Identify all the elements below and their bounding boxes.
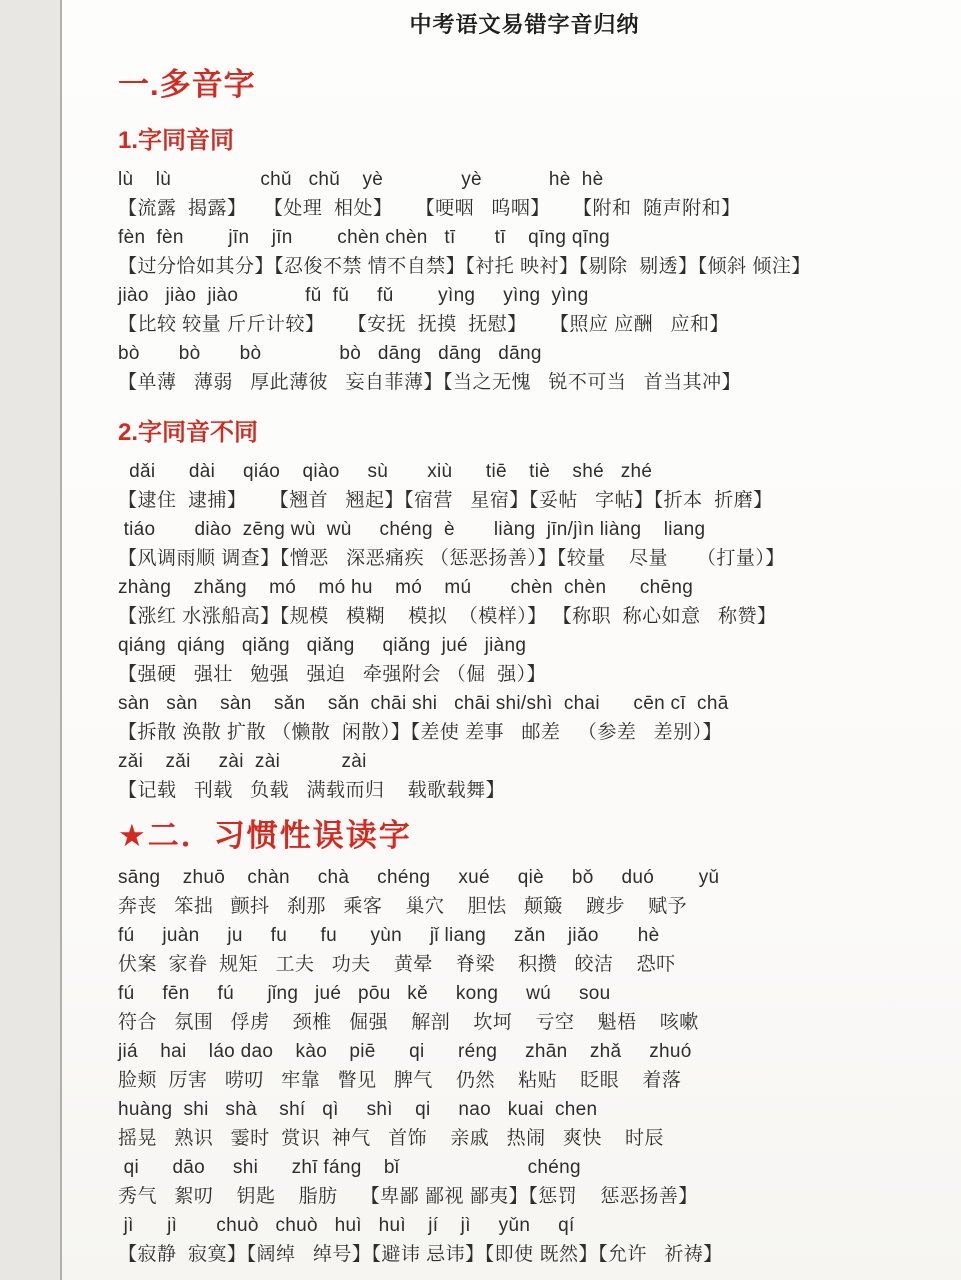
section-1-heading: 一.多音字 xyxy=(118,67,256,102)
hanzi-line: 摇晃 熟识 霎时 赏识 神气 首饰 亲戚 热闹 爽快 时辰 xyxy=(118,1128,665,1149)
subsection-1-heading: 1.字同音同 xyxy=(118,127,235,154)
hanzi-line: 【涨红 水涨船高】【规模 模糊 模拟 （模样）】 【称职 称心如意 称赞】 xyxy=(118,606,777,627)
hanzi-line: 奔丧 笨拙 颤抖 刹那 乘客 巢穴 胆怯 颠簸 踱步 赋予 xyxy=(118,896,688,917)
pinyin-line: zǎi zǎi zài zài zài xyxy=(118,751,367,772)
hanzi-line: 脸颊 厉害 唠叨 牢靠 瞥见 脾气 仍然 粘贴 眨眼 着落 xyxy=(118,1070,682,1091)
pinyin-line: fú fēn fú jǐng jué pōu kě kong wú sou xyxy=(118,983,611,1004)
hanzi-line: 符合 氛围 俘虏 颈椎 倔强 解剖 坎坷 亏空 魁梧 咳嗽 xyxy=(118,1012,699,1033)
hanzi-line: 【单薄 薄弱 厚此薄彼 妄自菲薄】【当之无愧 锐不可当 首当其冲】 xyxy=(118,372,742,393)
block-same-char-diff-sound xyxy=(118,457,931,805)
pinyin-line: jiào jiào jiào fǔ fǔ fǔ yìng yìng yìng xyxy=(118,285,589,306)
pinyin-line: sàn sàn sàn sǎn sǎn chāi shi chāi shi/shì chai cēn cī chā xyxy=(118,693,729,714)
pinyin-line: jiá hai láo dao kào piē qi réng zhān zhǎ zhuó xyxy=(118,1041,692,1062)
pinyin-line: huàng shi shà shí qì shì qi nao kuai chen xyxy=(118,1099,598,1120)
hanzi-line: 【流露 揭露】 【处理 相处】 【哽咽 呜咽】 【附和 随声附和】 xyxy=(118,198,741,219)
hanzi-line: 秀气 絮叨 钥匙 脂肪 【卑鄙 鄙视 鄙夷】【惩罚 惩恶扬善】 xyxy=(118,1186,698,1207)
pinyin-line: qiáng qiáng qiǎng qiǎng qiǎng jué jiàng xyxy=(118,635,527,656)
pinyin-line: lù lù chǔ chǔ yè yè hè hè xyxy=(118,169,604,190)
hanzi-line: 【寂静 寂寞】【阔绰 绰号】【避讳 忌讳】【即使 既然】【允许 祈祷】 xyxy=(118,1244,723,1265)
hanzi-line: 【比较 较量 斤斤计较】 【安抚 抚摸 抚慰】 【照应 应酬 应和】 xyxy=(118,314,730,335)
hanzi-line: 【过分恰如其分】【忍俊不禁 情不自禁】【衬托 映衬】【剔除 剔透】【倾斜 倾注】 xyxy=(118,256,811,277)
pinyin-line: qi dāo shi zhī fáng bǐ chéng xyxy=(118,1157,581,1178)
hanzi-line: 【拆散 涣散 扩散 （懒散 闲散）】【差使 差事 邮差 （参差 差别）】 xyxy=(118,722,723,743)
pinyin-line: bò bò bò bò dāng dāng dāng xyxy=(118,343,542,364)
hanzi-line: 【强硬 强壮 勉强 强迫 牵强附会 （倔 强）】 xyxy=(118,664,547,685)
subsection-2-heading: 2.字同音不同 xyxy=(118,419,259,446)
hanzi-line: 【风调雨顺 调查】【憎恶 深恶痛疾 （惩恶扬善）】【较量 尽量 （打量）】 xyxy=(118,548,785,569)
document-content xyxy=(62,0,961,1280)
block-same-char-same-sound xyxy=(118,165,931,397)
pinyin-line: jì jì chuò chuò huì huì jí jì yǔn qí xyxy=(118,1215,575,1236)
pinyin-line: fú juàn ju fu fu yùn jǐ liang zǎn jiǎo hè xyxy=(118,925,660,946)
pinyin-line: fèn fèn jīn jīn chèn chèn tī tī qīng qīng xyxy=(118,227,611,248)
hanzi-line: 伏案 家眷 规矩 工夫 功夫 黄晕 脊梁 积攒 皎洁 恐吓 xyxy=(118,954,676,975)
block-habitual-misread xyxy=(118,863,931,1269)
hanzi-line: 【逮住 逮捕】 【翘首 翘起】【宿营 星宿】【妥帖 字帖】【折本 折磨】 xyxy=(118,490,773,511)
pinyin-line: zhàng zhǎng mó mó hu mó mú chèn chèn chēng xyxy=(118,577,694,598)
pinyin-line: dǎi dài qiáo qiào sù xiù tiē tiè shé zhé xyxy=(118,461,653,482)
pinyin-line: tiáo diào zēng wù wù chéng è liàng jīn/jìn liàng liang xyxy=(118,519,706,540)
scan-left-margin xyxy=(0,0,62,1280)
pinyin-line: sāng zhuō chàn chà chéng xué qiè bǒ duó yǔ xyxy=(118,867,720,888)
page-title: 中考语文易错字音归纳 xyxy=(409,12,640,37)
hanzi-line: 【记载 刊载 负载 满载而归 载歌载舞】 xyxy=(118,780,506,801)
section-2-heading: ★二．习惯性误读字 xyxy=(118,818,412,853)
